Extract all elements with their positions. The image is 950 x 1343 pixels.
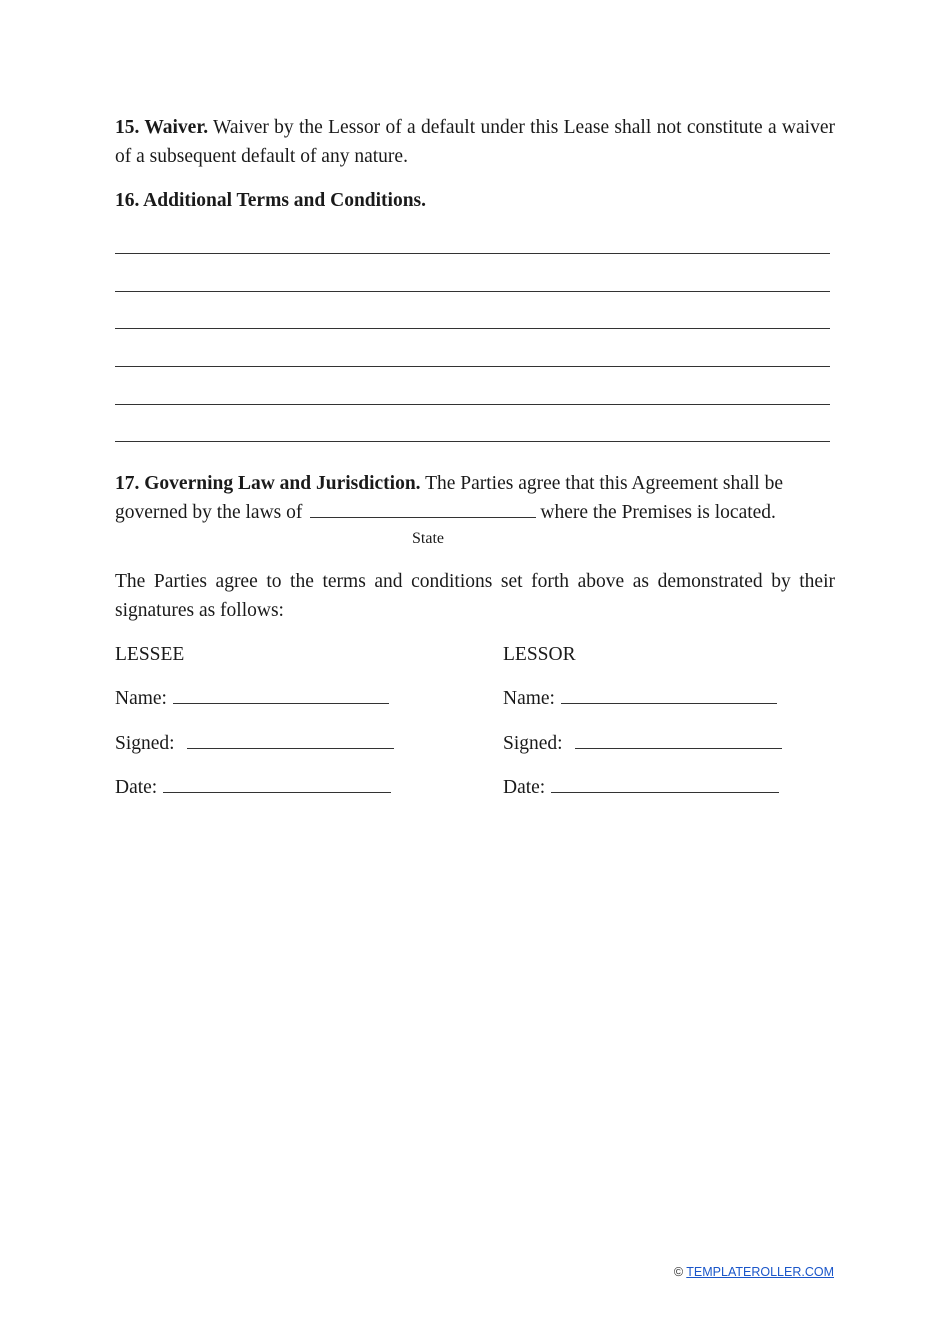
agreement-text: The Parties agree to the terms and conditions set forth above as demonstrated by their signatures as follows:	[115, 571, 835, 621]
lessee-date-label: Date:	[115, 777, 158, 798]
lessee-signed-label: Signed:	[115, 733, 175, 754]
section-17-heading: 17. Governing Law and Jurisdiction.	[115, 473, 421, 494]
lessee-name-row	[115, 684, 389, 713]
lessee-date-row	[115, 773, 391, 802]
additional-terms-line-1[interactable]	[115, 253, 830, 254]
additional-terms-line-6[interactable]	[115, 441, 830, 442]
additional-terms-line-5[interactable]	[115, 404, 830, 405]
lessor-signed-field[interactable]	[575, 730, 782, 749]
state-field[interactable]	[310, 499, 536, 518]
section-16-heading: 16. Additional Terms and Conditions.	[115, 190, 427, 211]
lessee-title: LESSEE	[115, 644, 185, 665]
lessee-signed-field[interactable]	[187, 730, 394, 749]
copyright-symbol: ©	[673, 1265, 684, 1279]
lessor-name-field[interactable]	[561, 685, 777, 704]
lessee-signed-row	[115, 729, 394, 758]
section-15-text: Waiver by the Lessor of a default under this Lease shall not constitute a waiver of a subsequent default of any nature.	[115, 117, 835, 167]
lessor-name-label: Name:	[503, 688, 555, 709]
lessor-date-field[interactable]	[551, 774, 779, 793]
state-caption: State	[412, 530, 444, 547]
footer-copyright	[674, 1265, 834, 1279]
section-17-text-after: where the Premises is located.	[540, 502, 776, 523]
templateroller-link[interactable]: TEMPLATEROLLER.COM	[686, 1265, 834, 1279]
additional-terms-line-3[interactable]	[115, 328, 830, 329]
lessor-signed-label: Signed:	[503, 733, 563, 754]
lessor-date-label: Date:	[503, 777, 546, 798]
lessor-date-row	[503, 773, 779, 802]
additional-terms-line-2[interactable]	[115, 291, 830, 292]
lessee-name-label: Name:	[115, 688, 167, 709]
lessor-signed-row	[503, 729, 782, 758]
lessee-name-field[interactable]	[173, 685, 389, 704]
section-17-governing-law	[115, 469, 835, 527]
section-15-heading: 15. Waiver.	[115, 117, 209, 138]
lessor-title: LESSOR	[503, 644, 576, 665]
lessor-name-row	[503, 684, 777, 713]
section-17-text-before: The Parties agree that this Agreement shall be governed by the laws of	[115, 473, 784, 523]
additional-terms-line-4[interactable]	[115, 366, 830, 367]
lessee-date-field[interactable]	[163, 774, 391, 793]
section-15-waiver	[115, 113, 835, 171]
